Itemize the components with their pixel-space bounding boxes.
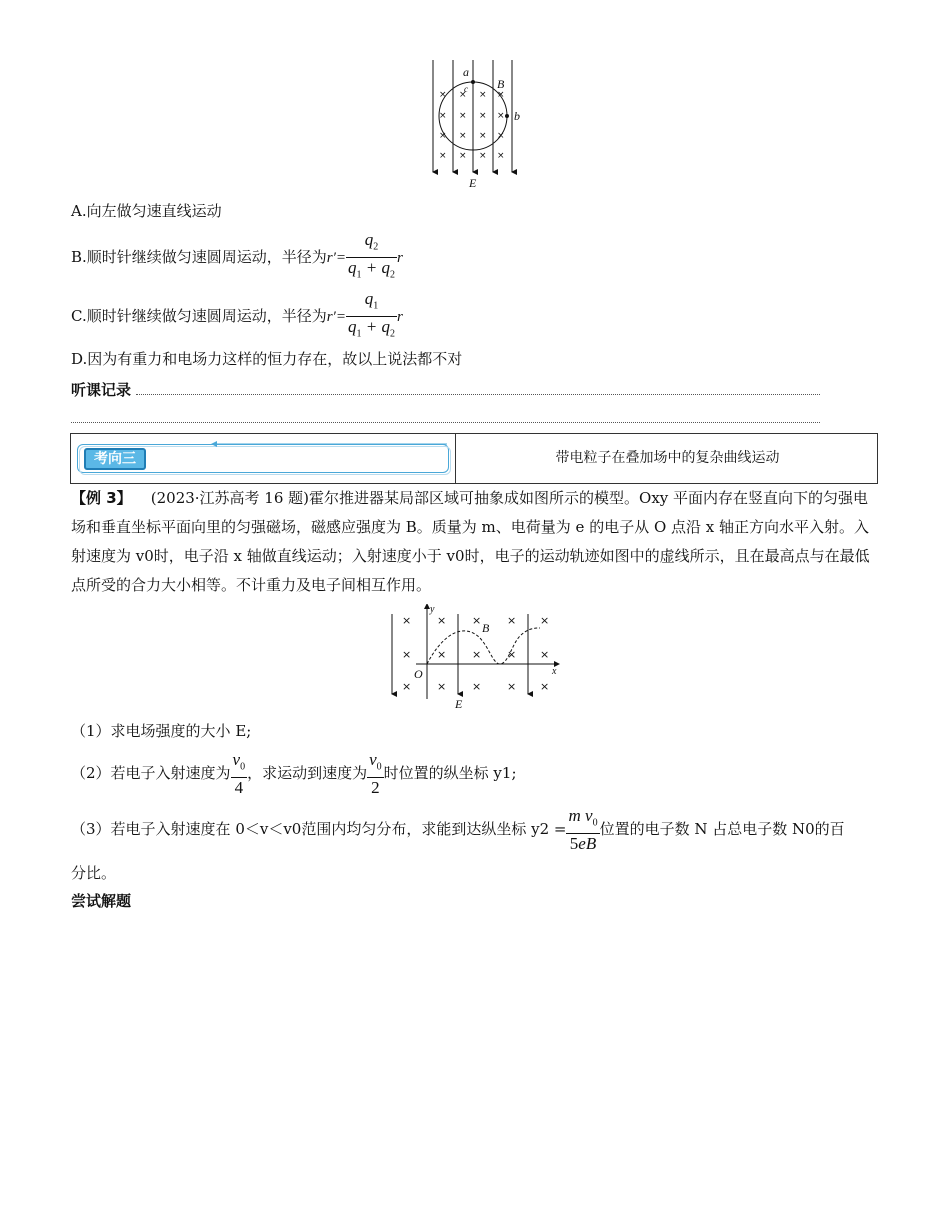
svg-text:×: ×	[472, 648, 482, 661]
try-label: 尝试解题	[71, 892, 132, 910]
section-header	[70, 433, 878, 484]
question-1: （1）求电场强度的大小 E;	[71, 722, 252, 740]
example-paragraph: 【例 3】 (2023·江苏高考 16 题)霍尔推进器某局部区域可抽象成如图所示的模型。Oxy 平面内存在竖直向下的匀强电场和垂直坐标平面向里的匀强磁场，磁感应强度为 B。质量为 m、电荷量为 e 的电子从 O 点沿 x 轴正方向水平入射。入射速度为 v0时，电子沿 x 轴做直线运动；入射速度小于 v0时，电子的运动轨迹如图中的虚线所示，且在最高点与在最低点所受的合力大小相等。不计重力及电子间相互作用。	[71, 489, 870, 594]
svg-text:×: ×	[402, 680, 412, 693]
label-b: b	[514, 109, 520, 123]
option-c: C.顺时针继续做匀速圆周运动，半径为r′= $\frac{q_1}{q_1 + q_2}$ r	[71, 289, 403, 345]
svg-text:×: ×	[479, 90, 487, 100]
label-B: B	[482, 621, 490, 635]
notes-line-1	[136, 394, 820, 395]
svg-text:×: ×	[497, 90, 505, 100]
svg-text:×: ×	[437, 680, 447, 693]
svg-text:×: ×	[497, 131, 505, 141]
label-B: B	[497, 77, 505, 91]
svg-text:×: ×	[439, 151, 447, 161]
svg-text:×: ×	[497, 151, 505, 161]
svg-text:×: ×	[459, 111, 467, 121]
option-d: D.因为有重力和电场力这样的恒力存在，故以上说法都不对	[71, 350, 463, 368]
section-title: 带电粒子在叠加场中的复杂曲线运动	[555, 450, 780, 466]
svg-text:×: ×	[540, 614, 550, 627]
svg-text:×: ×	[507, 648, 517, 661]
question-3: （3）若电子入射速度在 0＜v＜v0范围内均匀分布，求能到达纵坐标 y2 = $\frac{m v_0}{5eB}$ 位置的电子数 N 占总电子数 N0的百	[71, 806, 845, 854]
hall-thruster-figure	[380, 604, 565, 714]
circle-field-figure	[420, 56, 530, 194]
svg-text:×: ×	[540, 680, 550, 693]
label-a: a	[463, 65, 469, 79]
svg-text:×: ×	[459, 90, 467, 100]
label-y: y	[430, 604, 435, 615]
label-O: O	[414, 667, 423, 681]
svg-text:×: ×	[479, 151, 487, 161]
question-3-cont: 分比。	[71, 864, 117, 882]
label-E: E	[455, 697, 463, 711]
svg-text:×: ×	[437, 648, 447, 661]
svg-text:×: ×	[507, 614, 517, 627]
question-2: （2）若电子入射速度为 $\frac{v_0}{4}$ ，求运动到速度为 $\frac{v_0}{2}$ 时位置的纵坐标 y1;	[71, 750, 517, 798]
svg-text:×: ×	[402, 614, 412, 627]
svg-text:×: ×	[459, 151, 467, 161]
option-a: A.向左做匀速直线运动	[71, 202, 222, 220]
svg-text:×: ×	[437, 614, 447, 627]
label-c: c	[464, 84, 468, 94]
svg-text:×: ×	[439, 90, 447, 100]
label-x: x	[552, 666, 557, 677]
notes-line-2	[71, 422, 820, 423]
label-E: E	[469, 176, 477, 190]
arrow-line-icon	[211, 440, 451, 448]
section-badge: 考向三	[84, 448, 146, 470]
svg-text:×: ×	[472, 680, 482, 693]
svg-text:×: ×	[540, 648, 550, 661]
svg-text:×: ×	[439, 111, 447, 121]
svg-text:×: ×	[402, 648, 412, 661]
svg-text:×: ×	[459, 131, 467, 141]
svg-text:×: ×	[507, 680, 517, 693]
svg-text:×: ×	[479, 111, 487, 121]
svg-text:×: ×	[479, 131, 487, 141]
option-b: B.顺时针继续做匀速圆周运动，半径为r′= $\frac{q_2}{q_1 + q_2}$ r	[71, 230, 403, 286]
notes-label: 听课记录	[71, 381, 132, 399]
svg-text:×: ×	[497, 111, 505, 121]
svg-text:×: ×	[472, 614, 482, 627]
svg-text:×: ×	[439, 131, 447, 141]
